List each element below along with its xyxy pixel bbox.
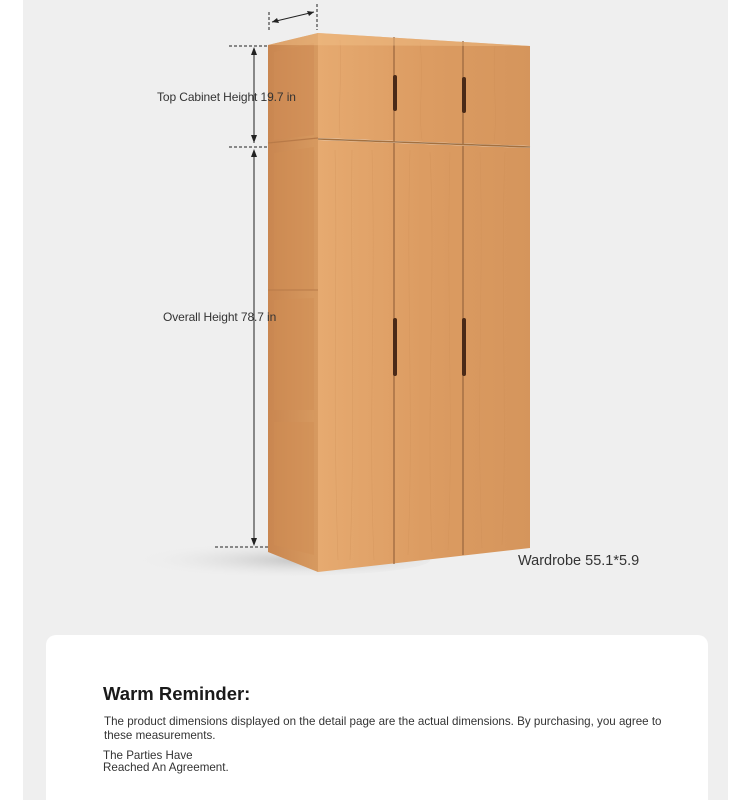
- overall-height-label: Overall Height 78.7 in: [163, 310, 277, 324]
- handle: [462, 77, 466, 113]
- main-cabinet-front: [318, 140, 530, 572]
- agreement-note: [103, 750, 303, 774]
- handle: [393, 75, 397, 111]
- depth-dimension: [269, 4, 317, 30]
- handle: [393, 318, 397, 376]
- agreement-line-1: The Parties Have: [103, 749, 193, 762]
- height-dimension: [215, 46, 268, 547]
- reminder-title: Warm Reminder:: [103, 683, 251, 704]
- reminder-body: The product dimensions displayed on the detail page are the actual dimensions. By purchasing, you agree to these measurements.: [104, 715, 662, 742]
- reminder-card: [46, 635, 708, 805]
- agreement-line-2: Reached An Agreement.: [103, 761, 229, 774]
- handle: [462, 318, 466, 376]
- top-cabinet-height-label: Top Cabinet Height 19.7 in: [157, 90, 296, 104]
- top-cabinet-front: [318, 33, 530, 146]
- product-caption: Wardrobe 55.1*5.9: [518, 553, 640, 569]
